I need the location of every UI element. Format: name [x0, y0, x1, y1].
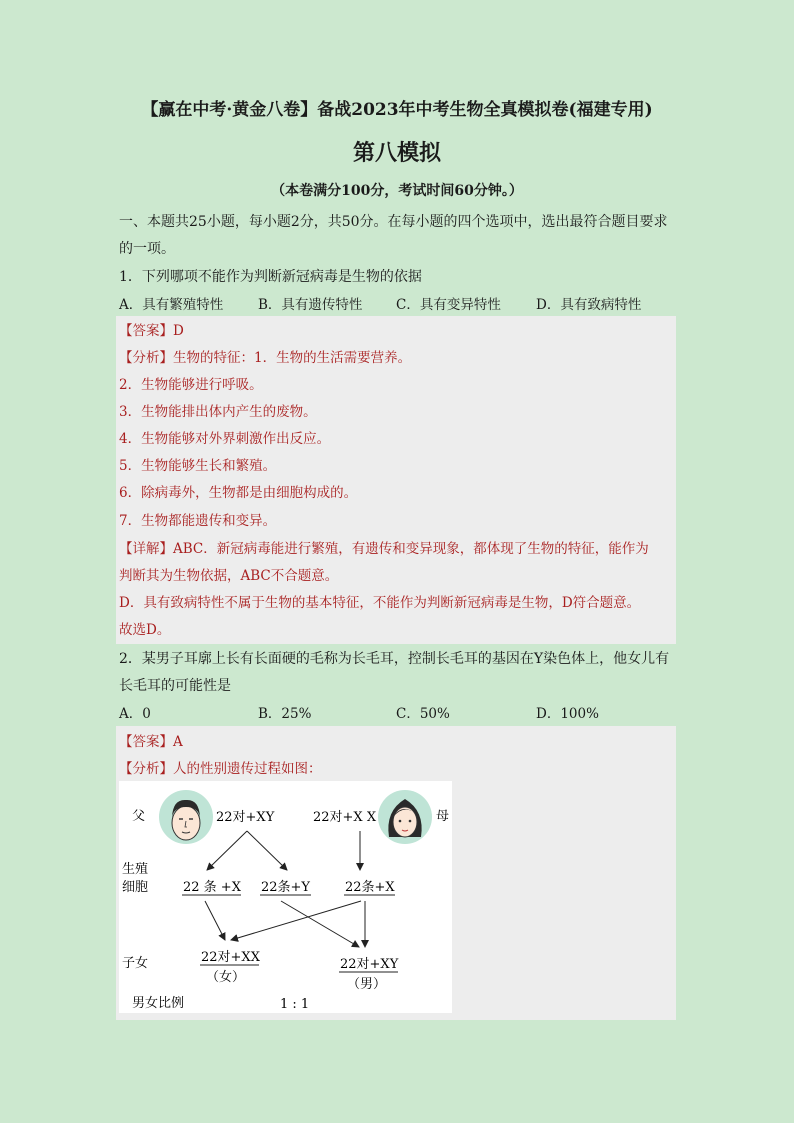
sex-inheritance-diagram: [119, 781, 452, 1013]
arrow-father-gamete-y: [247, 831, 287, 870]
q2-option-d: D．100%: [536, 706, 599, 722]
paper-title: 【赢在中考·黄金八卷】备战2023年中考生物全真模拟卷(福建专用): [141, 100, 653, 120]
q2-option-a: A．0: [119, 706, 151, 722]
paper-note: （本卷满分100分，考试时间60分钟。）: [271, 183, 523, 199]
q1-option-b: B．具有遗传特性: [258, 297, 363, 313]
q2-answer-tag: 【答案】: [119, 734, 173, 750]
q1-analysis-line-7: 7．生物都能遗传和变异。: [119, 513, 277, 529]
q2-option-b: B．25%: [258, 706, 312, 722]
arrow-mother-to-daughter: [231, 901, 361, 940]
arrow-father-gamete-x: [207, 831, 247, 870]
mother-genotype: 22对+X X: [313, 810, 377, 825]
gamete-father-x: 22 条 +X: [183, 880, 241, 895]
father-genotype: 22对+XY: [216, 810, 275, 825]
mother-face-icon: [378, 790, 432, 844]
q2-analysis: 【分析】人的性别遗传过程如图：: [119, 761, 322, 777]
gamete-father-y: 22条+Y: [261, 880, 311, 895]
q2-answer-value: A: [173, 734, 183, 750]
ratio-value: 1 : 1: [280, 997, 310, 1012]
gamete-mother-x: 22条+X: [345, 880, 395, 895]
q1-analysis-tag: 【分析】: [119, 350, 173, 366]
row-label-germ-line2: 细胞: [122, 880, 149, 895]
arrow-gamete-to-son: [281, 901, 359, 947]
q1-analysis-line-1: 【分析】生物的特征：1．生物的生活需要营养。: [119, 350, 412, 366]
ratio-label: 男女比例: [132, 996, 185, 1011]
q1-detail-line-2: 判断其为生物依据，ABC不合题意。: [119, 568, 339, 584]
q1-stem: 1．下列哪项不能作为判断新冠病毒是生物的依据: [119, 269, 422, 285]
q1-analysis-line-2: 2．生物能够进行呼吸。: [119, 377, 263, 393]
q1-answer-tag: 【答案】: [119, 323, 173, 339]
q1-answer: [119, 319, 184, 339]
child-son-sex: （男）: [347, 977, 387, 992]
father-face-icon: [159, 790, 213, 844]
q2-option-c: C．50%: [396, 706, 450, 722]
q2-analysis-tag: 【分析】: [119, 761, 173, 777]
q1-option-d: D．具有致病特性: [536, 297, 642, 313]
q2-stem-line1: 2．某男子耳廓上长有长面硬的毛称为长毛耳，控制长毛耳的基因在Y染色体上，他女儿有: [119, 651, 670, 667]
child-daughter-sex: （女）: [206, 970, 246, 985]
q1-analysis-line-5: 5．生物能够生长和繁殖。: [119, 458, 277, 474]
paper-subtitle: 第八模拟: [352, 140, 441, 166]
section-instruction-line2: 的一项。: [119, 241, 175, 257]
q1-option-a: A．具有繁殖特性: [119, 297, 224, 313]
section-instruction-line1: 一、本题共25小题，每小题2分，共50分。在每小题的四个选项中，选出最符合题目要求: [119, 214, 668, 230]
q2-stem-line2: 长毛耳的可能性是: [119, 678, 231, 694]
q1-analysis-line-3: 3．生物能排出体内产生的废物。: [119, 404, 317, 420]
q1-analysis-line-6: 6．除病毒外，生物都是由细胞构成的。: [119, 485, 358, 501]
q1-detail-tag: 【详解】: [119, 541, 173, 557]
q1-detail-line-4: 故选D。: [119, 622, 171, 638]
q1-analysis-line-4: 4．生物能够对外界刺激作出反应。: [119, 431, 331, 447]
mother-label: 母: [436, 809, 450, 824]
child-daughter: 22对+XX: [201, 950, 260, 965]
child-son: 22对+XY: [340, 957, 399, 972]
row-label-children: 子女: [122, 956, 149, 971]
q1-answer-box: [116, 316, 676, 644]
arrow-gamete-to-daughter: [205, 901, 225, 940]
row-label-germ-line1: 生殖: [122, 862, 149, 877]
q1-detail-line-1: 【详解】ABC．新冠病毒能进行繁殖，有遗传和变异现象，都体现了生物的特征，能作为: [119, 541, 649, 557]
q1-detail-line-3: D．具有致病特性不属于生物的基本特征，不能作为判断新冠病毒是生物，D符合题意。: [119, 595, 641, 611]
q2-answer: [119, 730, 183, 750]
father-label: 父: [132, 809, 146, 824]
q1-option-c: C．具有变异特性: [396, 297, 501, 313]
q1-answer-value: D: [173, 323, 184, 339]
